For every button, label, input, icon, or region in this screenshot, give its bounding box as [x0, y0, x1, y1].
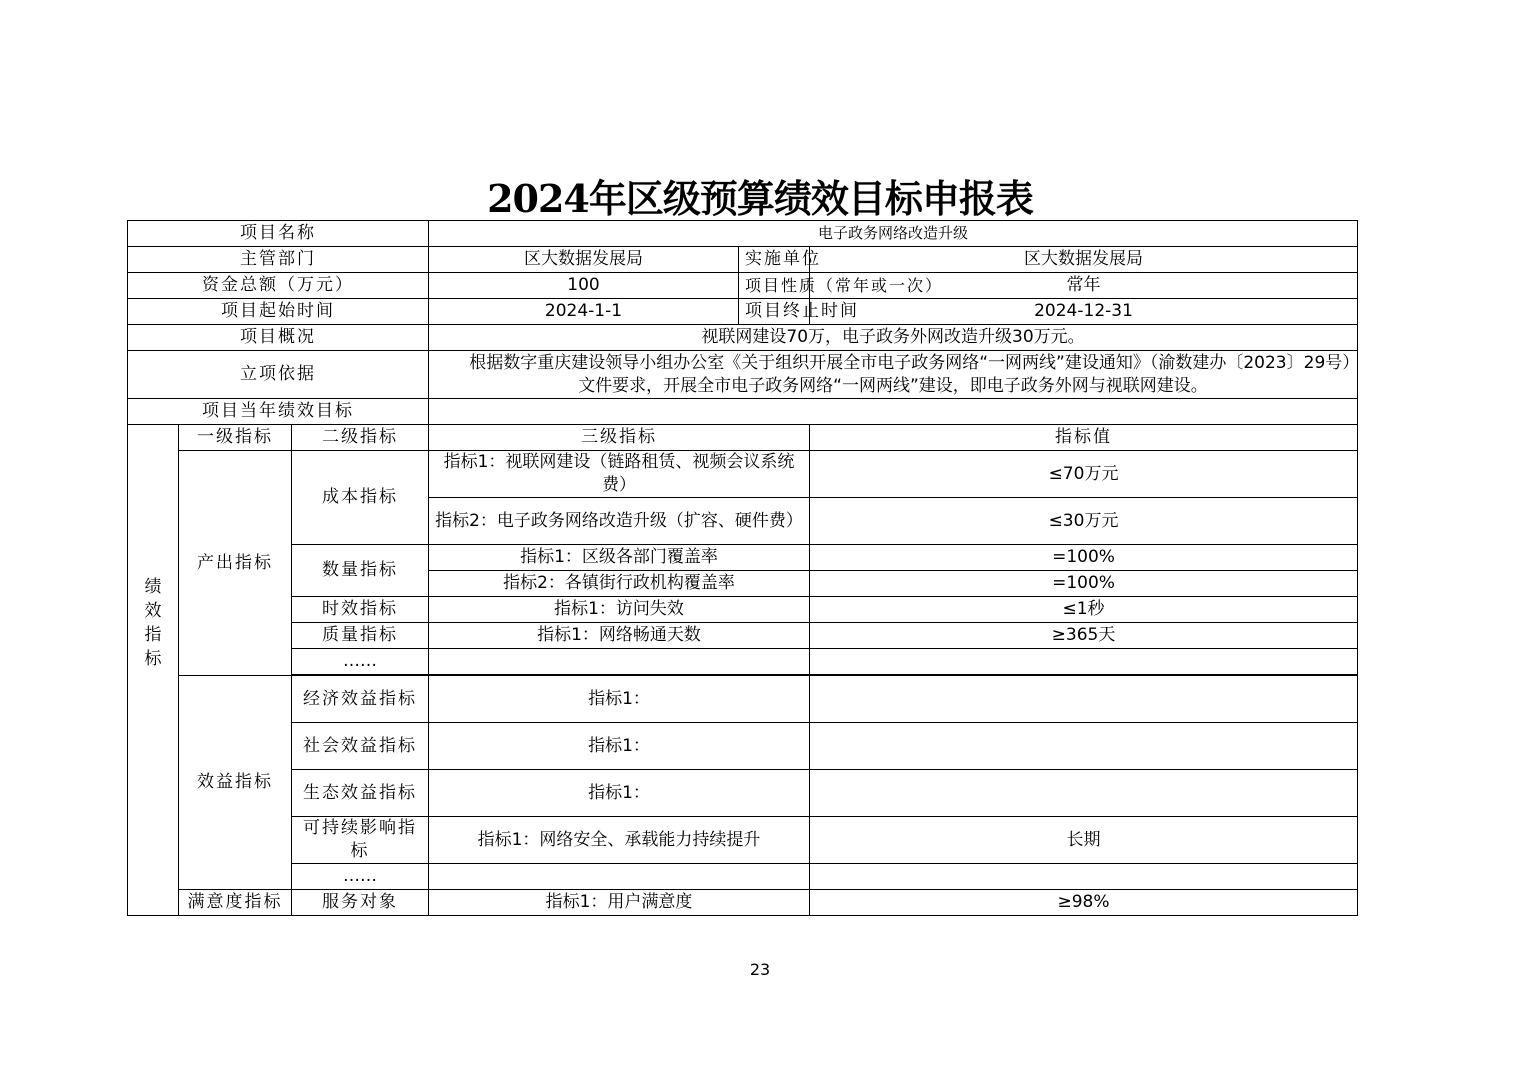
page-number: 23 [749, 960, 771, 979]
dept-label: 主管部门 [128, 247, 429, 273]
output-ellipsis: …… [292, 649, 429, 675]
project-name-value: 电子政务网络改造升级 [429, 221, 1358, 247]
end-label: 项目终止时间 [739, 299, 810, 325]
goal-value [429, 399, 1358, 425]
row-quantity-1 [128, 545, 1358, 571]
overview-label: 项目概况 [128, 325, 429, 351]
col-value: 指标值 [810, 425, 1358, 451]
row-benefit-ellipsis [128, 864, 1358, 890]
quantity-1-text: 指标1：区级各部门覆盖率 [429, 545, 810, 571]
fund-value: 100 [429, 273, 739, 299]
page-title: 2024年区级预算绩效目标申报表 [487, 176, 1033, 221]
overview-value: 视联网建设70万，电子政务外网改造升级30万元。 [429, 325, 1358, 351]
benefit-ellipsis-value [810, 864, 1358, 890]
quantity-1-value: =100% [810, 545, 1358, 571]
benefit-ellipsis: …… [292, 864, 429, 890]
col-level1: 一级指标 [179, 425, 292, 451]
end-value: 2024-12-31 [810, 299, 1358, 325]
row-quality-1 [128, 623, 1358, 649]
row-project-name [128, 221, 1358, 247]
quality-label: 质量指标 [292, 623, 429, 649]
impl-value: 区大数据发展局 [810, 247, 1358, 273]
benefit-label: 效益指标 [179, 676, 292, 890]
section-label: 绩效指标 [128, 425, 179, 916]
econ-1-value [810, 676, 1358, 723]
service-label: 服务对象 [292, 890, 429, 916]
cost-1-value: ≤70万元 [810, 451, 1358, 498]
row-overview [128, 325, 1358, 351]
row-time-1 [128, 597, 1358, 623]
output-label: 产出指标 [179, 451, 292, 676]
quantity-2-value: =100% [810, 571, 1358, 597]
performance-table [127, 220, 1358, 916]
row-econ [128, 676, 1358, 723]
row-goal [128, 399, 1358, 425]
social-1-text: 指标1： [429, 723, 810, 770]
cost-label: 成本指标 [292, 451, 429, 545]
satisfaction-1-text: 指标1：用户满意度 [429, 890, 810, 916]
time-1-text: 指标1：访问失效 [429, 597, 810, 623]
sustain-1-value: 长期 [810, 817, 1358, 864]
sustain-1-text: 指标1：网络安全、承载能力持续提升 [429, 817, 810, 864]
eco-label: 生态效益指标 [292, 770, 429, 817]
row-output-ellipsis [128, 649, 1358, 675]
row-sustain [128, 817, 1358, 864]
row-satisfaction [128, 890, 1358, 916]
col-level2: 二级指标 [292, 425, 429, 451]
cost-2-value: ≤30万元 [810, 498, 1358, 545]
quality-1-text: 指标1：网络畅通天数 [429, 623, 810, 649]
output-ellipsis-value [810, 649, 1358, 675]
row-fund [128, 273, 1358, 299]
nature-label: 项目性质（常年或一次） [739, 273, 810, 299]
quantity-2-text: 指标2：各镇街行政机构覆盖率 [429, 571, 810, 597]
row-basis [128, 351, 1358, 399]
start-value: 2024-1-1 [429, 299, 739, 325]
row-cost-1 [128, 451, 1358, 498]
econ-label: 经济效益指标 [292, 676, 429, 723]
col-level3: 三级指标 [429, 425, 810, 451]
time-1-value: ≤1秒 [810, 597, 1358, 623]
start-label: 项目起始时间 [128, 299, 429, 325]
benefit-ellipsis-empty [429, 864, 810, 890]
fund-label: 资金总额（万元） [128, 273, 429, 299]
row-dates [128, 299, 1358, 325]
sustain-label: 可持续影响指标 [292, 817, 429, 864]
project-name-label: 项目名称 [128, 221, 429, 247]
basis-label: 立项依据 [128, 351, 429, 399]
social-label: 社会效益指标 [292, 723, 429, 770]
goal-label: 项目当年绩效目标 [128, 399, 429, 425]
impl-label: 实施单位 [739, 247, 810, 273]
row-eco [128, 770, 1358, 817]
cost-2-text: 指标2：电子政务网络改造升级（扩容、硬件费） [429, 498, 810, 545]
row-department [128, 247, 1358, 273]
basis-value: 根据数字重庆建设领导小组办公室《关于组织开展全市电子政务网络“一网两线”建设通知》（渝数建办〔2023〕29号）文件要求，开展全市电子政务网络“一网两线”建设，即电子政务外网与视联网建设。 [429, 351, 1358, 399]
econ-1-text: 指标1： [429, 676, 810, 723]
dept-value: 区大数据发展局 [429, 247, 739, 273]
time-label: 时效指标 [292, 597, 429, 623]
satisfaction-1-value: ≥98% [810, 890, 1358, 916]
nature-value: 常年 [810, 273, 1358, 299]
satisfaction-label: 满意度指标 [179, 890, 292, 916]
row-indicator-header [128, 425, 1358, 451]
cost-1-text: 指标1：视联网建设（链路租赁、视频会议系统费） [429, 451, 810, 498]
eco-1-text: 指标1： [429, 770, 810, 817]
output-ellipsis-empty [429, 649, 810, 675]
quality-1-value: ≥365天 [810, 623, 1358, 649]
eco-1-value [810, 770, 1358, 817]
social-1-value [810, 723, 1358, 770]
quantity-label: 数量指标 [292, 545, 429, 597]
row-social [128, 723, 1358, 770]
